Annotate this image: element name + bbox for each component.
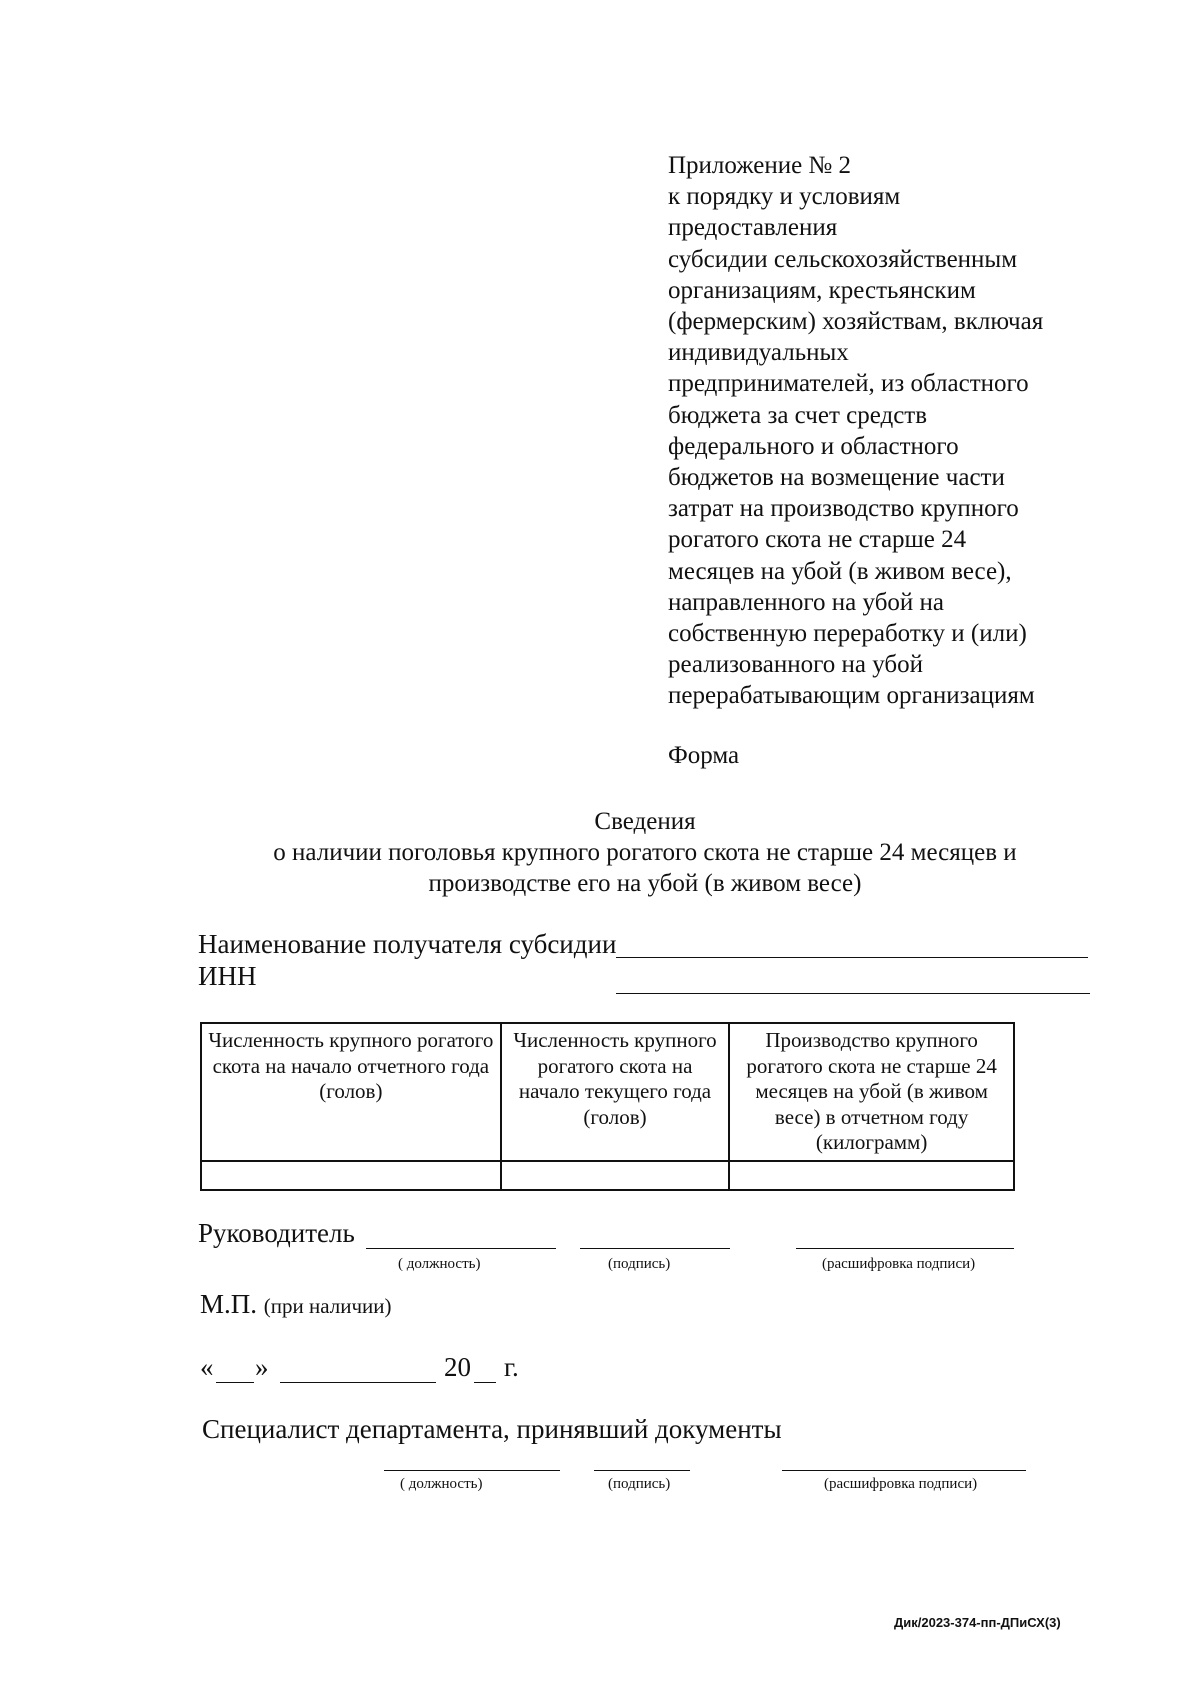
specialist-signature-field[interactable] (594, 1446, 690, 1471)
appendix-line: затрат на производство крупного (668, 495, 1019, 523)
document-title (150, 806, 1140, 899)
form-label: Форма (668, 742, 740, 769)
head-label: Руководитель (198, 1218, 355, 1248)
stamp-hint: (при наличии) (263, 1294, 392, 1318)
appendix-line: рогатого скота не старше 24 (668, 526, 967, 554)
livestock-table (200, 1022, 1015, 1191)
appendix-line: направленного на убой на (668, 588, 945, 616)
appendix-line: федерального и областного (668, 432, 959, 460)
title-line-2: о наличии поголовья крупного рогатого скота не старше 24 месяцев и (273, 839, 1017, 866)
title-line-3: производстве его на убой (в живом весе) (428, 870, 862, 897)
appendix-line: (фермерским) хозяйствам, включая (668, 308, 1044, 336)
specialist-position-field[interactable] (384, 1446, 560, 1471)
year-field[interactable] (474, 1352, 496, 1383)
recipient-labels (198, 928, 616, 992)
appendix-line: реализованного на убой (668, 651, 924, 679)
appendix-line: субсидии сельскохозяйственным (668, 245, 1018, 273)
recipient-name-field[interactable] (616, 928, 1088, 958)
head-signature-hint: (подпись) (608, 1256, 671, 1272)
head-position-hint: ( должность) (398, 1256, 481, 1272)
date-open-quote: « (200, 1352, 214, 1382)
table-row (201, 1161, 1014, 1190)
appendix-line: Приложение № 2 (668, 152, 852, 179)
inn-field[interactable] (616, 964, 1090, 994)
appendix-line: организациям, крестьянским (668, 276, 976, 304)
specialist-label: Специалист департамента, принявший документы (202, 1414, 782, 1444)
appendix-line: к порядку и условиям (668, 183, 901, 211)
date-month-field[interactable] (280, 1352, 436, 1383)
date-day-field[interactable] (216, 1352, 254, 1383)
appendix-block (668, 150, 1108, 712)
date-close-quote: » (255, 1352, 269, 1382)
appendix-line: индивидуальных (668, 339, 849, 367)
specialist-decode-field[interactable] (782, 1446, 1026, 1471)
appendix-line: предпринимателей, из областного (668, 370, 1029, 398)
appendix-line: месяцев на убой (в живом весе), (668, 557, 1012, 585)
year-prefix: 20 (444, 1352, 471, 1382)
title-line-1: Сведения (594, 808, 696, 835)
year-suffix: г. (504, 1352, 519, 1382)
head-decode-hint: (расшифровка подписи) (822, 1256, 976, 1272)
appendix-line: предоставления (668, 214, 838, 242)
table-cell[interactable] (501, 1161, 730, 1190)
stamp-line (200, 1289, 391, 1320)
table-header-row (201, 1023, 1014, 1161)
appendix-line: бюджетов на возмещение части (668, 464, 1005, 492)
header-cell-start-current-year: Численность крупного рогатого скота на начало текущего года (голов) (501, 1023, 730, 1161)
head-decode-field[interactable] (796, 1218, 1014, 1249)
specialist-position-hint: ( должность) (400, 1476, 483, 1492)
header-cell-production: Производство крупного рогатого скота не старше 24 месяцев на убой (в живом весе) в отчетном году (килограмм) (729, 1023, 1014, 1161)
header-cell-start-reporting-year: Численность крупного рогатого скота на начало отчетного года (голов) (201, 1023, 501, 1161)
document-code: Дик/2023-374-пп-ДПиСХ(3) (894, 1615, 1061, 1630)
appendix-line: собственную переработку и (или) (668, 620, 1027, 648)
head-signature-field[interactable] (580, 1218, 730, 1249)
table-cell[interactable] (729, 1161, 1014, 1190)
inn-label: ИНН (198, 961, 257, 991)
recipient-name-label: Наименование получателя субсидии (198, 929, 617, 959)
appendix-line: перерабатывающим организациям (668, 682, 1035, 710)
stamp-label: М.П. (200, 1289, 258, 1319)
specialist-decode-hint: (расшифровка подписи) (824, 1476, 978, 1492)
table-cell[interactable] (201, 1161, 501, 1190)
head-position-field[interactable] (366, 1218, 556, 1249)
specialist-signature-hint: (подпись) (608, 1476, 671, 1492)
appendix-line: бюджета за счет средств (668, 401, 928, 429)
